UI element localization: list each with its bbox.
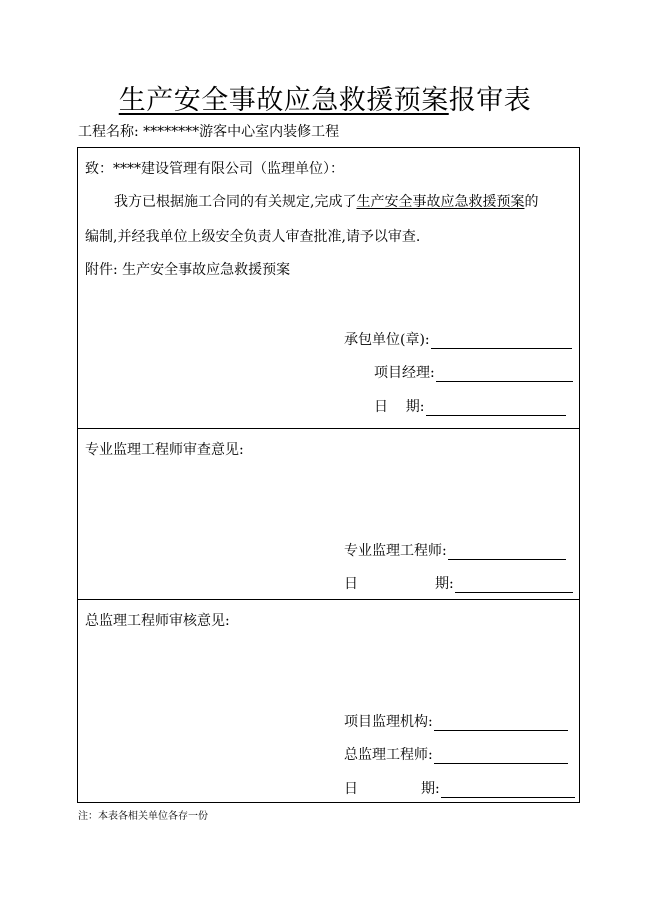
date-field-2[interactable] (455, 578, 573, 593)
manager-signature-field[interactable] (436, 367, 573, 382)
contractor-signature-field[interactable] (431, 334, 572, 349)
chief-engineer-row (344, 744, 568, 764)
chief-review-heading: 总监理工程师审核意见: (85, 613, 230, 629)
chief-engineer-label: 总监理工程师: (344, 747, 433, 763)
form-title (0, 78, 650, 117)
chief-engineer-field[interactable] (434, 749, 568, 764)
date-row-2 (344, 573, 573, 593)
date-field-3[interactable] (441, 783, 575, 798)
paragraph-suffix: 的 (524, 194, 539, 210)
submission-section (78, 148, 579, 429)
project-name-row (78, 121, 339, 141)
attachment-line: 附件: 生产安全事故应急救援预案 (85, 262, 291, 278)
submission-paragraph-line1 (114, 191, 538, 211)
date-char-right: 期: (435, 576, 454, 592)
paragraph-prefix: 我方已根据施工合同的有关规定,完成了 (114, 194, 357, 210)
project-name-value: ********游客中心室内装修工程 (143, 124, 340, 140)
contractor-label: 承包单位(章): (344, 332, 430, 348)
date-row-3 (344, 778, 575, 798)
project-name-label: 工程名称: (78, 124, 144, 140)
date-label: 日 期: (374, 399, 425, 415)
contractor-signature-row (344, 329, 572, 349)
submission-paragraph-line2: 编制,并经我单位上级安全负责人审查批准,请予以审查. (85, 229, 421, 245)
date-char-right-3: 期: (421, 781, 440, 797)
date-row-1 (374, 396, 566, 416)
engineer-label: 专业监理工程师: (344, 543, 447, 559)
footnote: 注：本表各相关单位各存一份 (78, 811, 208, 822)
form-title-underlined: 生产安全事故应急救援预案 (118, 85, 449, 116)
engineer-signature-row (344, 540, 566, 560)
engineer-review-section (78, 429, 579, 600)
date-field-1[interactable] (426, 401, 566, 416)
date-char-left-3: 日 (344, 781, 358, 797)
plan-name-underlined: 生产安全事故应急救援预案 (356, 194, 525, 210)
chief-review-section (78, 600, 579, 802)
date-char-left: 日 (344, 576, 358, 592)
engineer-review-heading: 专业监理工程师审查意见: (85, 442, 244, 458)
supervision-org-field[interactable] (434, 716, 568, 731)
manager-label: 项目经理: (374, 365, 435, 381)
engineer-signature-field[interactable] (448, 545, 566, 560)
form-title-suffix: 报审表 (448, 85, 532, 116)
approval-form-table (77, 147, 580, 803)
manager-signature-row (374, 362, 573, 382)
addressee: 致：****建设管理有限公司（监理单位）： (85, 161, 344, 177)
supervision-org-row (344, 711, 568, 731)
supervision-org-label: 项目监理机构: (344, 714, 433, 730)
